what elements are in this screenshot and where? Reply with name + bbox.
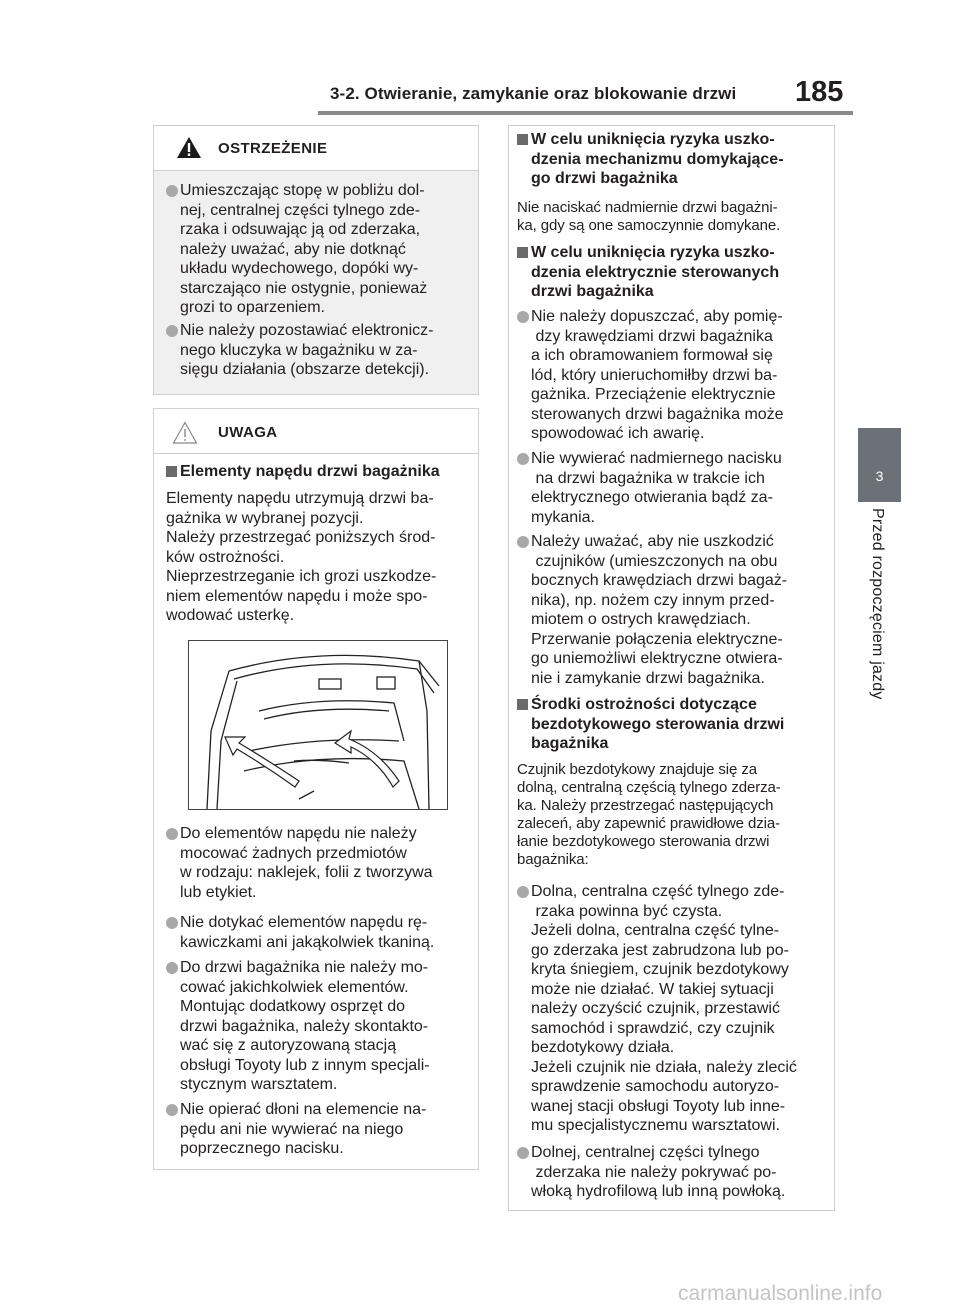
bullet-dot-icon bbox=[166, 325, 178, 337]
notice-paragraph: Elementy napędu utrzymują drzwi ba- gażnika w wybranej pozycji. Należy przestrzegać poniższych środ- ków ostrożności. Nieprzestrzeganie ich grozi uszkodze- niem elementów napędu i może spo- wodować usterkę. bbox=[166, 490, 437, 624]
section-title: 3-2. Otwieranie, zamykanie oraz blokowanie drzwi bbox=[330, 84, 737, 103]
bullet-dot-icon bbox=[166, 828, 178, 840]
bullet-square-icon bbox=[517, 134, 528, 145]
bullet-dot-icon bbox=[517, 536, 529, 548]
right-paragraph: Nie naciskać nadmiernie drzwi bagażni- ka, gdy są one samoczynnie domykane. bbox=[517, 199, 781, 234]
chapter-title-vertical bbox=[860, 508, 900, 738]
bullet-dot-icon bbox=[166, 962, 178, 974]
warning-title: OSTRZEŻENIE bbox=[218, 140, 328, 157]
bullet-dot-icon bbox=[517, 311, 529, 323]
chapter-tab bbox=[858, 428, 901, 502]
notice-box-header bbox=[153, 408, 479, 454]
bullet-square-icon bbox=[166, 466, 177, 477]
warning-box-header bbox=[153, 125, 479, 171]
trunk-door-illustration bbox=[188, 640, 448, 810]
bullet-square-icon bbox=[517, 247, 528, 258]
bullet-dot-icon bbox=[517, 453, 529, 465]
bullet-dot-icon bbox=[166, 1104, 178, 1116]
watermark: carmanualsonline.info bbox=[678, 1282, 883, 1305]
bullet-dot-icon bbox=[517, 1147, 529, 1159]
header-rule bbox=[318, 111, 853, 115]
page-number: 185 bbox=[795, 76, 844, 108]
caution-triangle-icon bbox=[172, 421, 198, 444]
chapter-title: Przed rozpoczęciem jazdy bbox=[869, 508, 886, 700]
bullet-square-icon bbox=[517, 699, 528, 710]
warning-triangle-icon bbox=[176, 136, 202, 159]
trunk-door-drawing bbox=[189, 641, 447, 809]
chapter-number: 3 bbox=[875, 468, 884, 484]
bullet-dot-icon bbox=[166, 917, 178, 929]
right-paragraph: Czujnik bezdotykowy znajduje się za dolną, centralną częścią tylnego zderza- ka. Należy przestrzegać następujących zaleceń, aby zapewnić prawidłowe dzia- łanie bezdotykowego sterowania drzwi bagażnika: bbox=[517, 761, 781, 868]
notice-title: UWAGA bbox=[218, 424, 278, 441]
bullet-dot-icon bbox=[517, 886, 529, 898]
bullet-dot-icon bbox=[166, 185, 178, 197]
